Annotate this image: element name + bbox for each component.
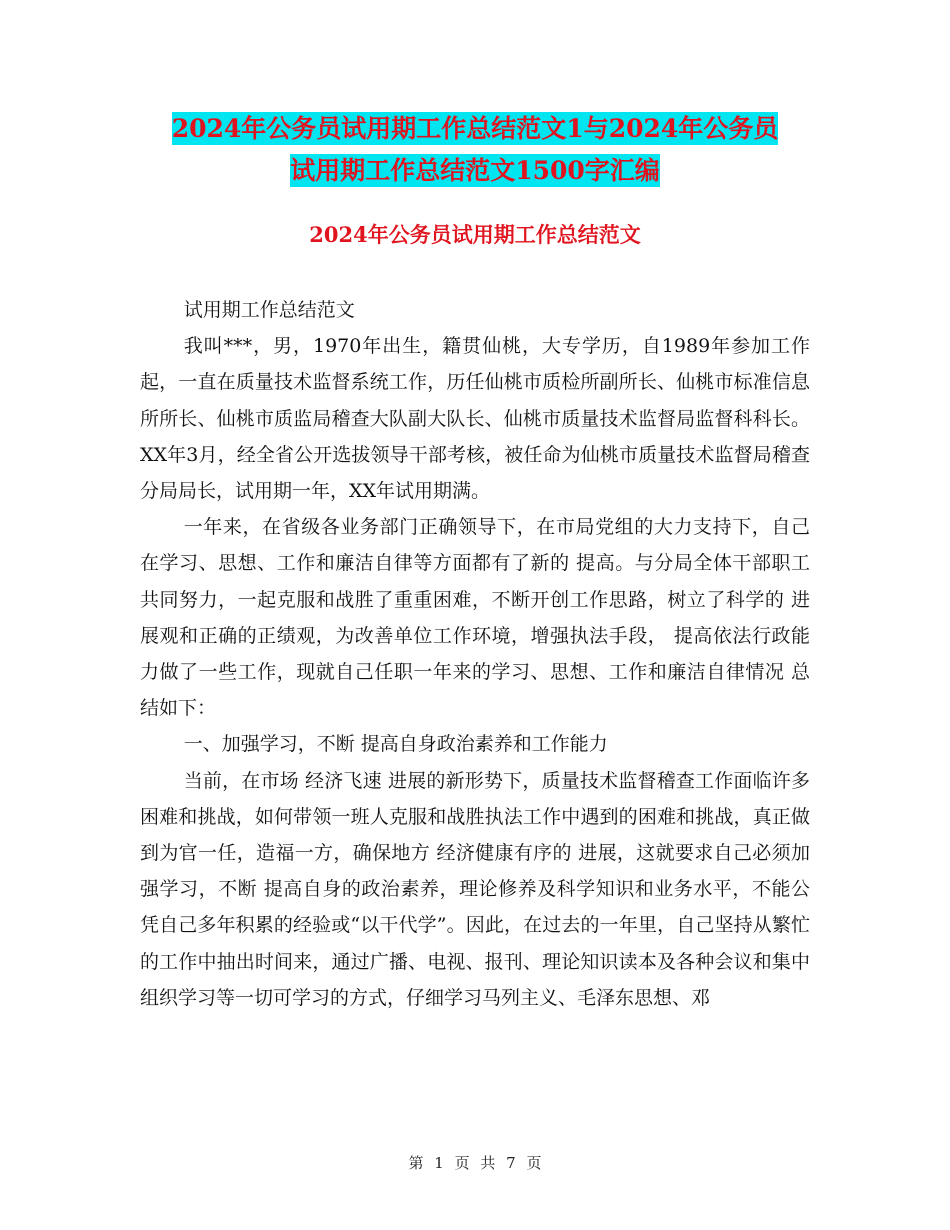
document-body [140,292,810,1016]
page-footer: 第 1 页 共 7 页 [408,1154,542,1172]
paragraph: 一、加强学习，不断 提高自身政治素养和工作能力 [183,733,608,756]
document-title [0,108,950,192]
paragraph: 当前，在市场 经济飞速 进展的新形势下，质量技术监督稽查工作面临许多困难和挑战，如何带领一班人克服和战胜执法工作中遇到的困难和挑战，真正做到为官一任，造福一方，确保地方 经济健康有序的 进展，这就要求自己必须加强学习，不断 提高自身的政治素养，理论修养及科学知识和业务水平，不能公凭自己多年积累的经验或“以干代学”。因此，在过去的一年里，自己坚持从繁忙的工作中抽出时间来，通过广播、电视、报刊、理论知识读本及各种会议和集中组织学习等一切可学习的方式，仔细学习马列主义、毛泽东思想、邓 [140,769,810,1009]
paragraph: 试用期工作总结范文 [183,299,355,321]
title-line-2: 试用期工作总结范文1500字汇编 [290,156,660,185]
title-line-1: 2024年公务员试用期工作总结范文1与2024年公务员 [171,114,779,143]
paragraph: 一年来，在省级各业务部门正确领导下，在市局党组的大力支持下，自己在学习、思想、工作和廉洁自律等方面都有了新的 提高。与分局全体干部职工共同努力，一起克服和战胜了重重困难，不断开创工作思路，树立了科学的 进展观和正确的正绩观，为改善单位工作环境，增强执法手段， 提高依法行政能力做了一些工作，现就自己任职一年来的学习、思想、工作和廉洁自律情况 总结如下： [140,516,810,720]
paragraph: 我叫***，男，1970年出生，籍贯仙桃，大专学历，自1989年参加工作起，一直在质量技术监督系统工作，历任仙桃市质检所副所长、仙桃市标准信息所所长、仙桃市质监局稽查大队副大队长、仙桃市质量技术监督局监督科科长。XX年3月，经全省公开选拔领导干部考核，被任命为仙桃市质量技术监督局稽查分局局长，试用期一年，XX年试用期满。 [140,335,810,503]
section-title: 2024年公务员试用期工作总结范文 [309,222,641,247]
